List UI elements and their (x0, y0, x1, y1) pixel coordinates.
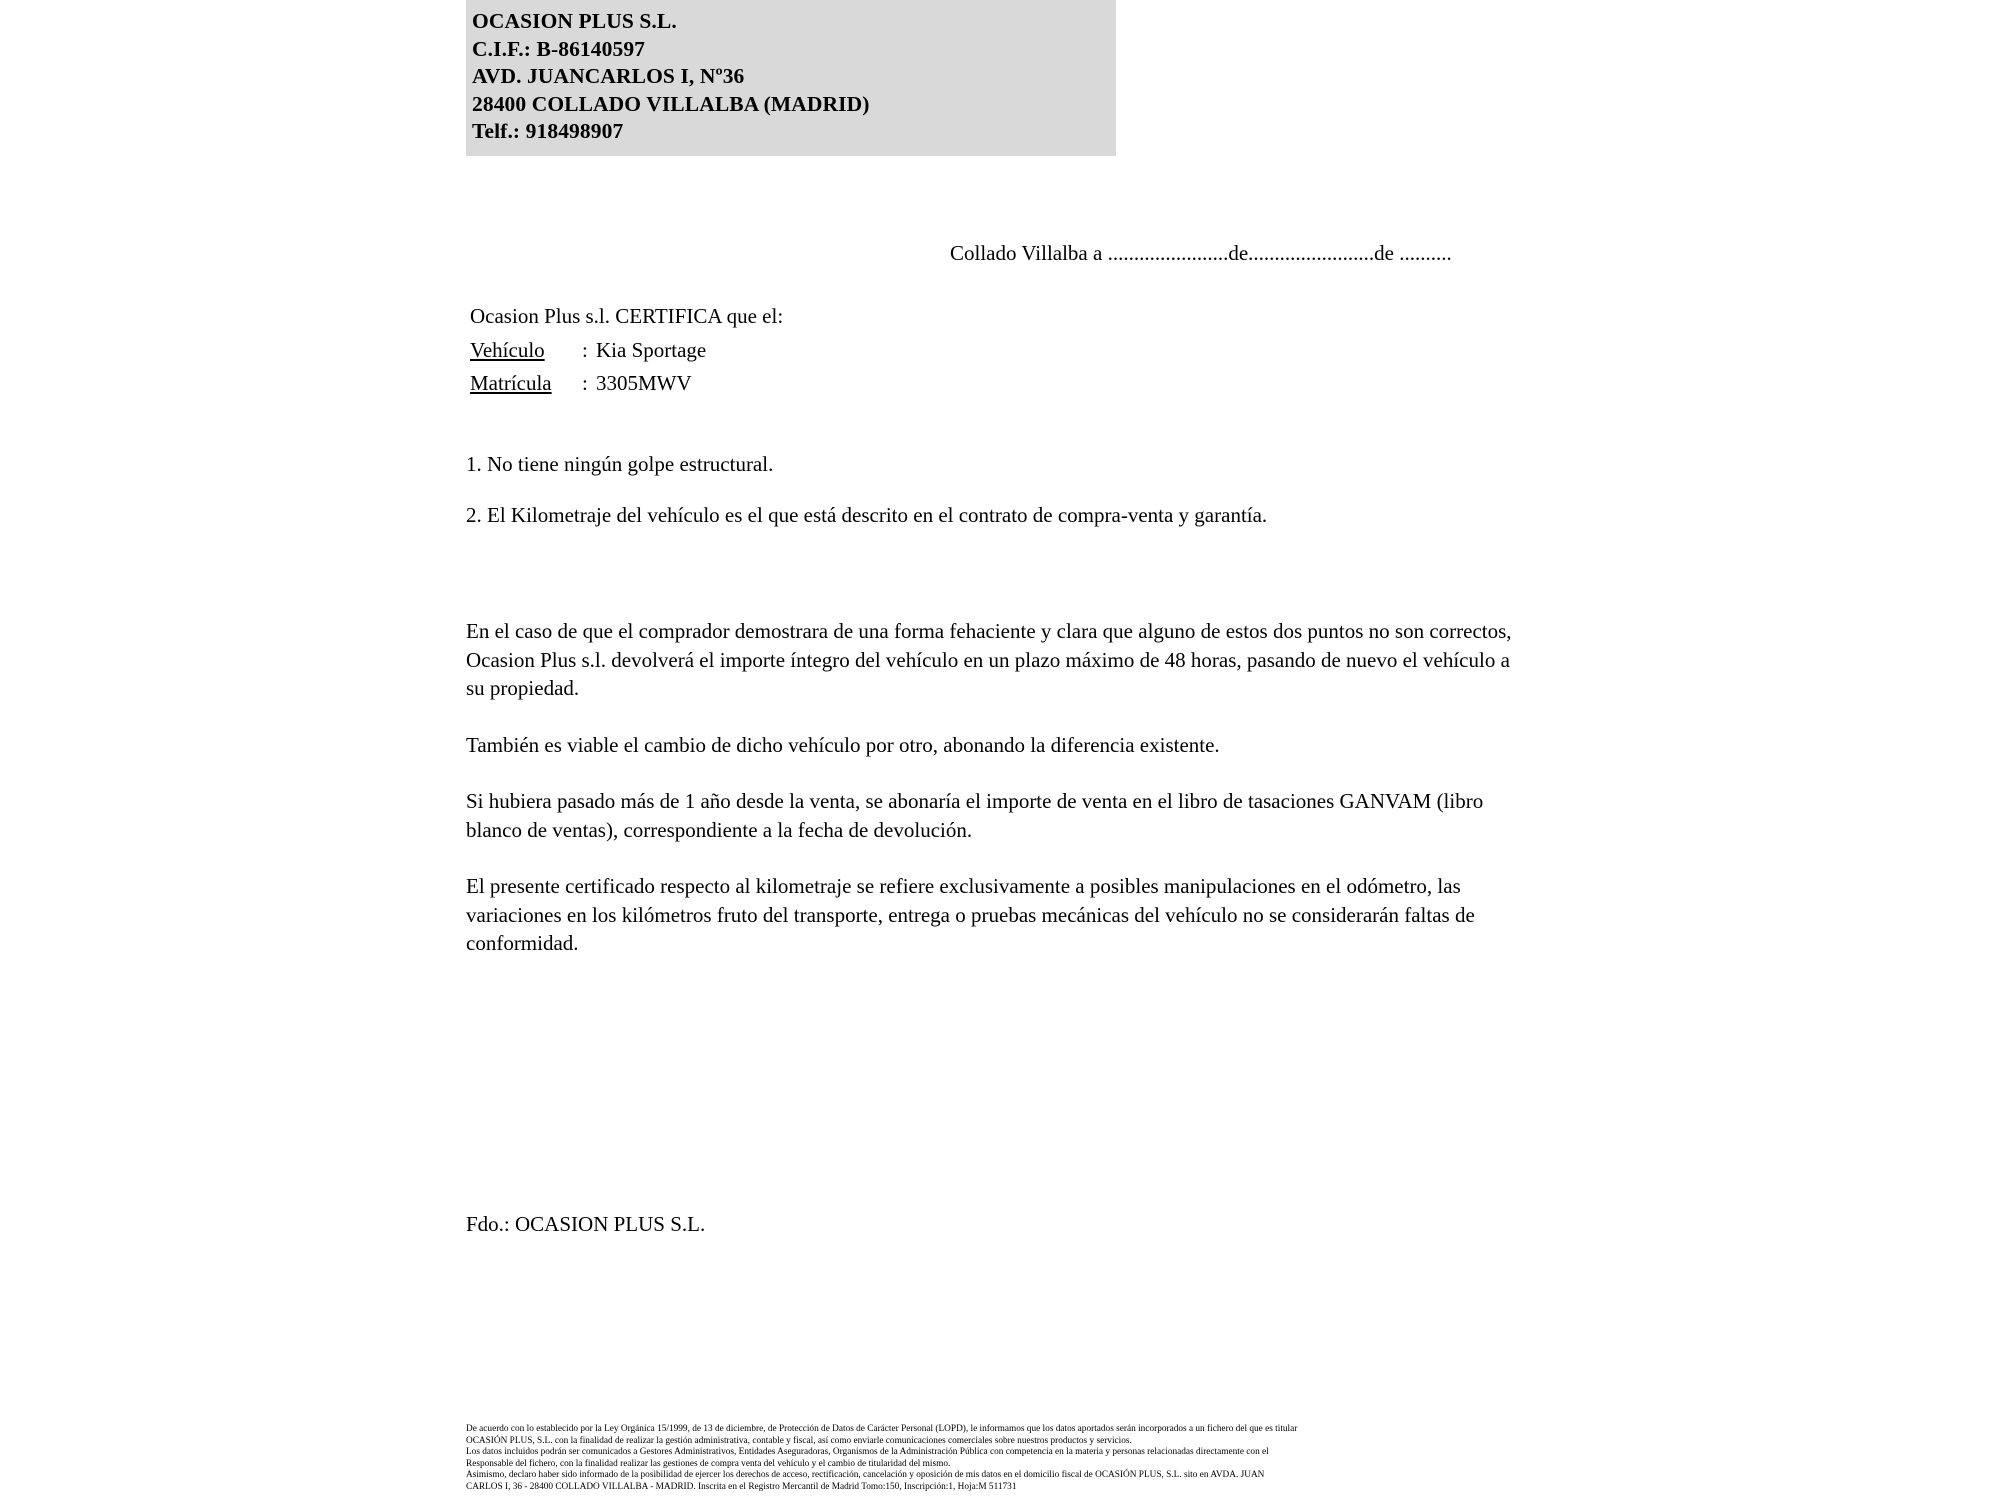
field-matricula-separator: : (582, 371, 588, 395)
certification-intro: Ocasion Plus s.l. CERTIFICA que el: (470, 304, 784, 328)
letterhead-phone: Telf.: 918498907 (472, 119, 624, 143)
legal-line-1: De acuerdo con lo establecido por la Ley Orgánica 15/1999, de 13 de diciembre, de Protección de Datos de Carácter Personal (LOPD), le informamos que los datos aportados serán incorporados a un fichero del que es titular (466, 1424, 1298, 1434)
letterhead-cif: C.I.F.: B-86140597 (472, 36, 646, 61)
legal-line-4: Responsable del fichero, con la finalidad realizar las gestiones de compra venta del vehículo y el cambio de titularidad del mismo. (466, 1458, 951, 1469)
paragraph-odometer-scope: El presente certificado respecto al kilometraje se refiere exclusivamente a posibles manipulaciones en el odómetro, las variaciones en los kilómetros fruto del transporte, entrega o pruebas mecánicas del vehículo no se considerarán faltas de conformidad. (466, 874, 1475, 955)
paragraph-refund-terms: En el caso de que el comprador demostrara de una forma fehaciente y clara que alguno de estos dos puntos no son correctos, Ocasion Plus s.l. devolverá el importe íntegro del vehículo en un plazo máximo de 48 horas, pasando de nuevo el vehículo a su propiedad. (466, 619, 1512, 700)
paragraph-one-year-clause: Si hubiera pasado más de 1 año desde la venta, se abonaría el importe de venta en el libro de tasaciones GANVAM (libro blanco de ventas), correspondiente a la fecha de devolución. (466, 789, 1484, 842)
certified-point-2: 2. El Kilometraje del vehículo es el que está descrito en el contrato de compra-venta y garantía. (466, 503, 1268, 527)
date-line: Collado Villalba a .......................de........................de .......... (950, 241, 1452, 265)
certified-points-list (466, 452, 1267, 554)
field-vehiculo-value: Kia Sportage (596, 337, 707, 362)
field-vehiculo-separator: : (582, 337, 588, 362)
certified-point-1: 1. No tiene ningún golpe estructural. (466, 452, 774, 476)
letterhead-address: AVD. JUANCARLOS I, Nº36 (472, 64, 745, 88)
letterhead-block (466, 0, 1116, 156)
paragraph-exchange-option: También es viable el cambio de dicho vehículo por otro, abonando la diferencia existente. (466, 732, 1220, 757)
letterhead-city: 28400 COLLADO VILLALBA (MADRID) (472, 91, 870, 116)
signature-line: Fdo.: OCASION PLUS S.L. (466, 1212, 706, 1236)
body-text (466, 617, 1531, 986)
letterhead-company-name: OCASION PLUS S.L. (472, 9, 677, 33)
certification-block (470, 300, 783, 401)
field-matricula (470, 367, 783, 401)
field-matricula-value: 3305MWV (596, 371, 692, 395)
legal-line-2: OCASIÓN PLUS, S.L. con la finalidad de realizar la gestión administrativa, contable y fiscal, así como enviarle comunicaciones comerciales sobre nuestros productos y servicios. (466, 1435, 1132, 1446)
legal-line-3: Los datos incluidos podrán ser comunicados a Gestores Administrativos, Entidades Aseguradoras, Organismos de la Administración Pública con competencia en la materia y personas relacionadas directamente con el (466, 1447, 1269, 1458)
legal-line-6: CARLOS I, 36 - 28400 COLLADO VILLALBA - MADRID. Inscrita en el Registro Mercantil de Madrid Tomo:150, Inscripción:1, Hoja:M 511731 (466, 1481, 1017, 1492)
field-matricula-label: Matrícula (470, 371, 552, 395)
legal-line-5: Asimismo, declaro haber sido informado de la posibilidad de ejercer los derechos de acceso, rectificación, cancelación y oposición de mis datos en el domicilio fiscal de OCASIÓN PLUS, S.L. sito en AVDA. JUAN (466, 1470, 1265, 1481)
field-vehiculo (470, 334, 783, 368)
field-vehiculo-label: Vehículo (470, 337, 545, 362)
legal-notice (466, 1424, 1561, 1494)
